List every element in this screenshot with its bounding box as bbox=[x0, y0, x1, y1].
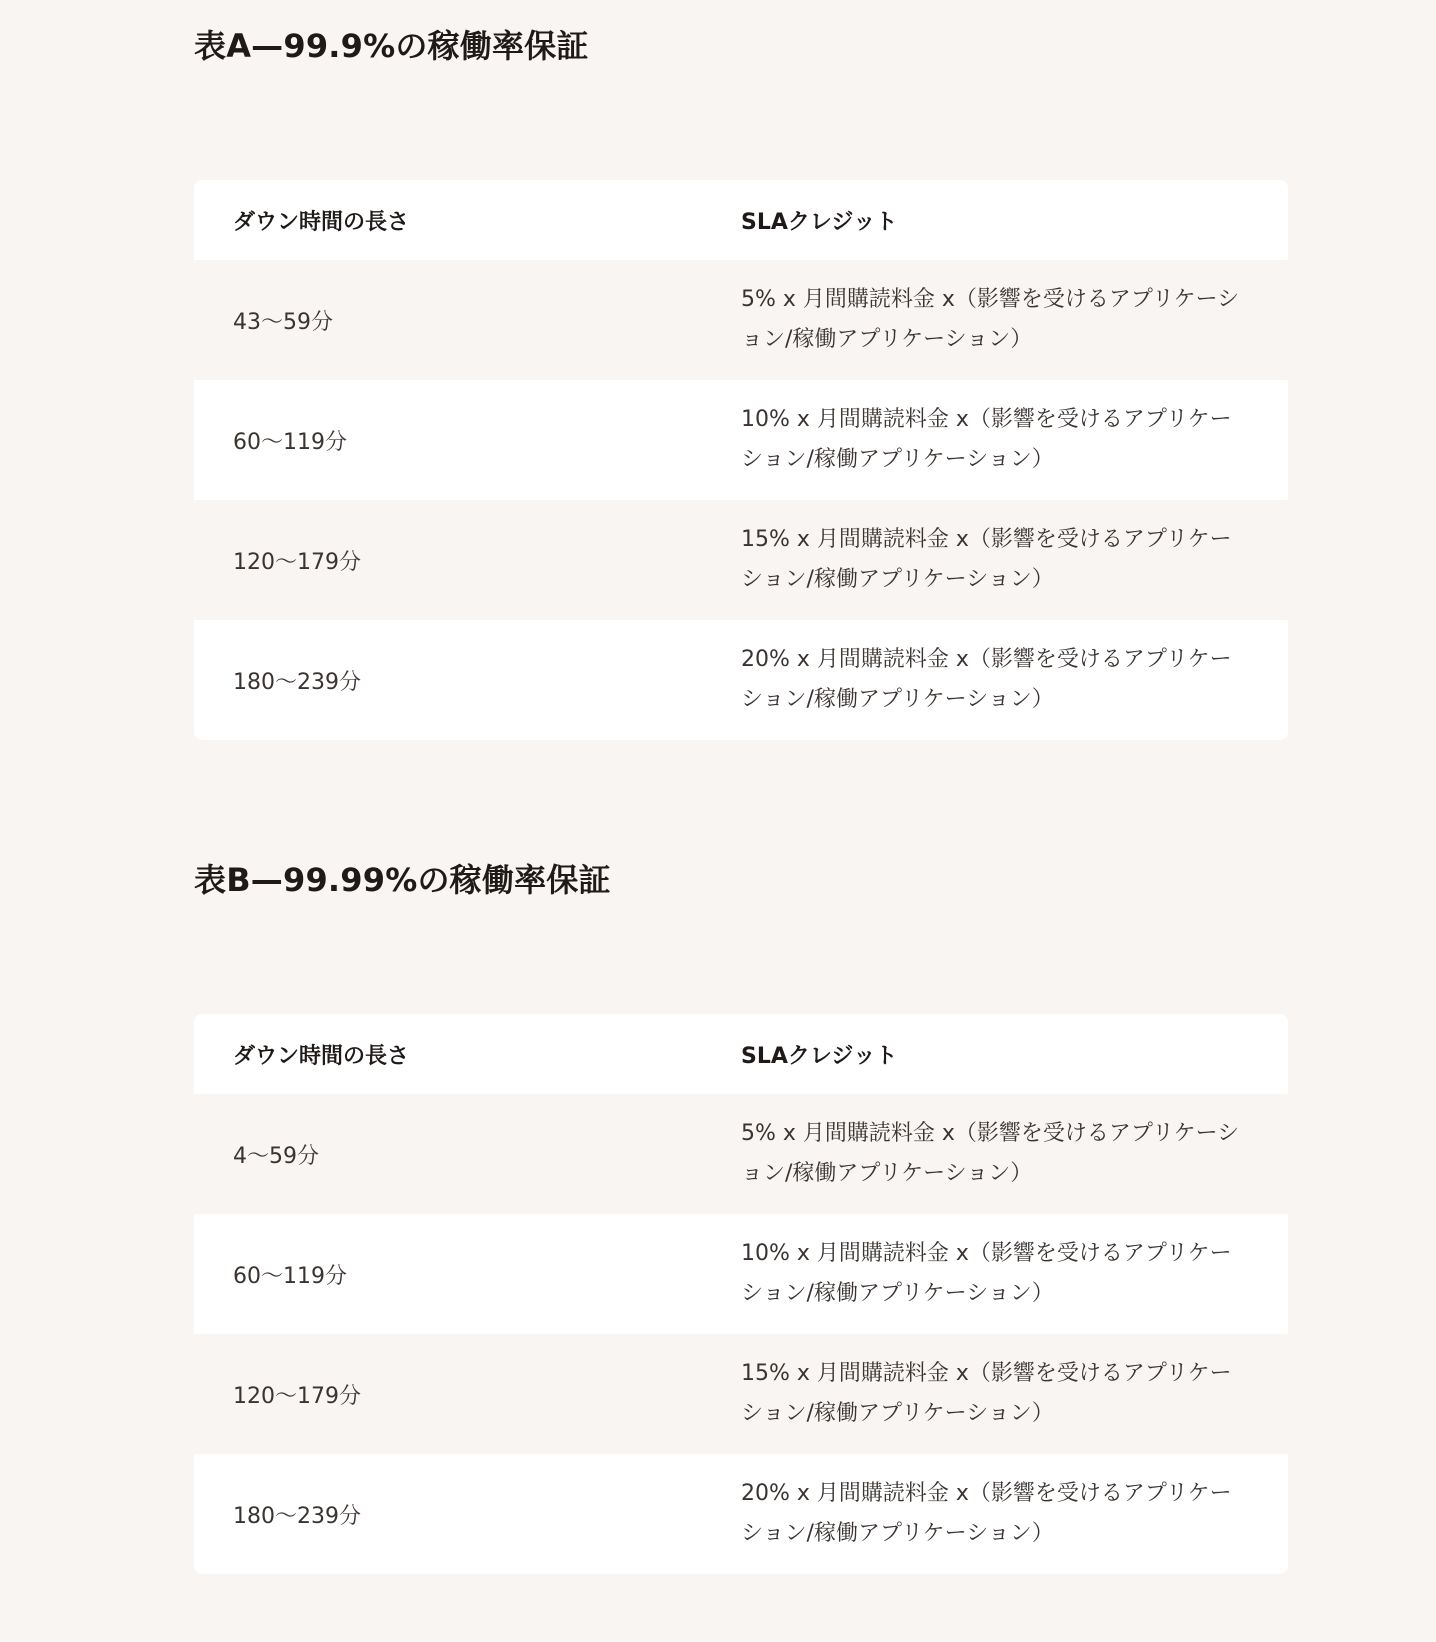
header-downtime-length: ダウン時間の長さ bbox=[233, 209, 410, 235]
credit-cell: 10% x 月間購読料金 x（影響を受けるアプリケーション/稼働アプリケーション） bbox=[741, 1241, 1232, 1306]
credit-cell: 10% x 月間購読料金 x（影響を受けるアプリケーション/稼働アプリケーション） bbox=[741, 407, 1232, 472]
credit-cell: 5% x 月間購読料金 x（影響を受けるアプリケーション/稼働アプリケーション） bbox=[741, 1121, 1240, 1186]
header-downtime-length: ダウン時間の長さ bbox=[233, 1043, 410, 1069]
table-row bbox=[194, 620, 1288, 740]
downtime-cell: 180〜239分 bbox=[233, 669, 361, 695]
table-row bbox=[194, 1334, 1288, 1454]
table-a-title: 表A—99.9%の稼働率保証 bbox=[194, 27, 589, 65]
sla-table-b bbox=[194, 1014, 1288, 1574]
downtime-cell: 60〜119分 bbox=[233, 1263, 347, 1289]
downtime-cell: 120〜179分 bbox=[233, 549, 361, 575]
table-row bbox=[194, 1454, 1288, 1574]
table-row bbox=[194, 260, 1288, 380]
header-sla-credit: SLAクレジット bbox=[741, 1043, 898, 1069]
credit-cell: 5% x 月間購読料金 x（影響を受けるアプリケーション/稼働アプリケーション） bbox=[741, 287, 1240, 352]
table-row bbox=[194, 1094, 1288, 1214]
downtime-cell: 4〜59分 bbox=[233, 1143, 319, 1169]
downtime-cell: 120〜179分 bbox=[233, 1383, 361, 1409]
section-table-a bbox=[194, 20, 1288, 712]
table-header-row bbox=[194, 1014, 1288, 1094]
header-sla-credit: SLAクレジット bbox=[741, 209, 898, 235]
table-header-row bbox=[194, 180, 1288, 260]
table-b-title: 表B—99.99%の稼働率保証 bbox=[194, 861, 611, 899]
credit-cell: 20% x 月間購読料金 x（影響を受けるアプリケーション/稼働アプリケーション） bbox=[741, 1481, 1232, 1546]
table-row bbox=[194, 1214, 1288, 1334]
credit-cell: 20% x 月間購読料金 x（影響を受けるアプリケーション/稼働アプリケーション） bbox=[741, 647, 1232, 712]
sla-table-a bbox=[194, 180, 1288, 740]
table-row bbox=[194, 380, 1288, 500]
section-table-b bbox=[194, 854, 1288, 1546]
downtime-cell: 60〜119分 bbox=[233, 429, 347, 455]
credit-cell: 15% x 月間購読料金 x（影響を受けるアプリケーション/稼働アプリケーション） bbox=[741, 527, 1232, 592]
table-row bbox=[194, 500, 1288, 620]
downtime-cell: 43〜59分 bbox=[233, 309, 333, 335]
downtime-cell: 180〜239分 bbox=[233, 1503, 361, 1529]
credit-cell: 15% x 月間購読料金 x（影響を受けるアプリケーション/稼働アプリケーション） bbox=[741, 1361, 1232, 1426]
